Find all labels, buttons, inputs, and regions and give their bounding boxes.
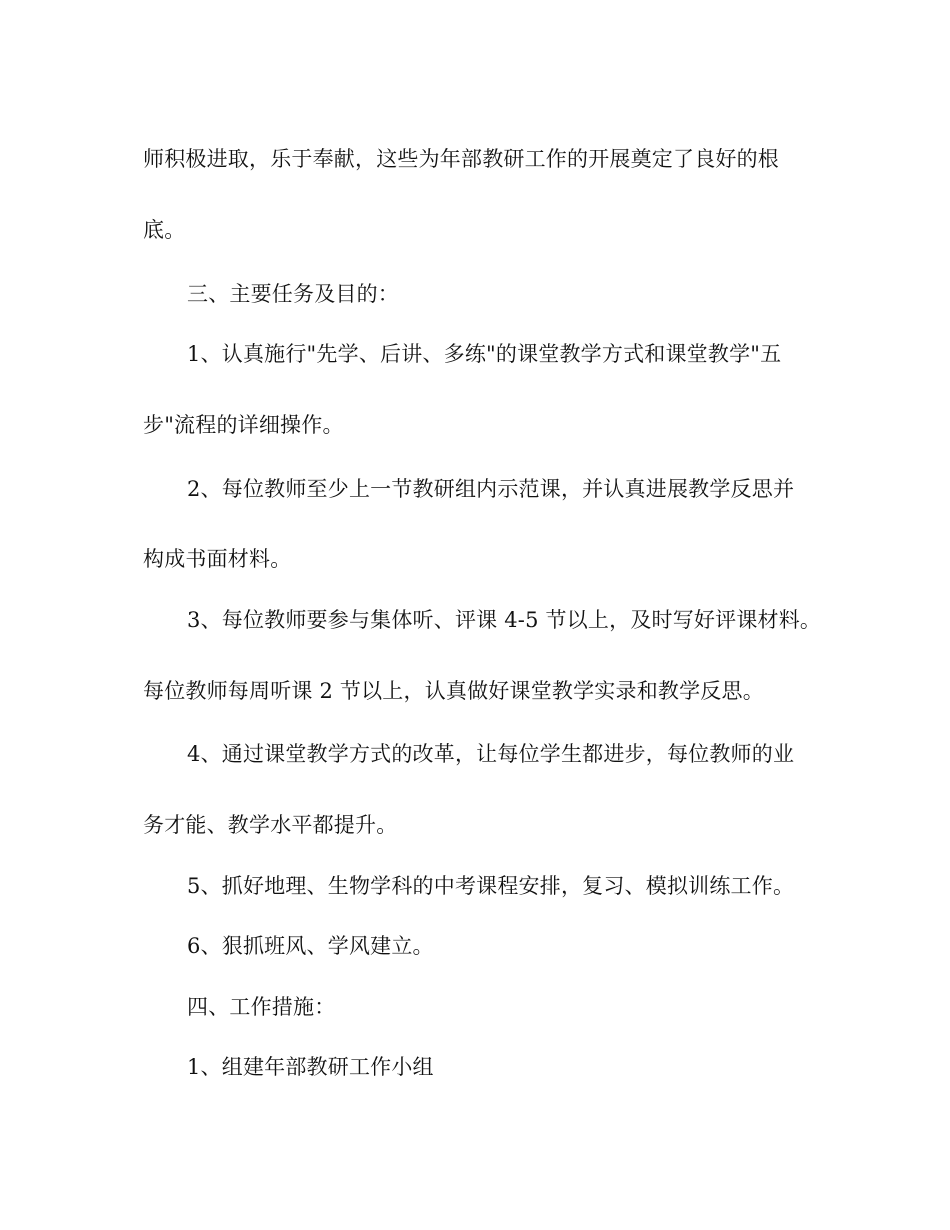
paragraph-line: 务才能、教学水平都提升。 [143,813,398,837]
list-item: 1、组建年部教研工作小组 [187,1055,434,1079]
paragraph-line: 底。 [143,218,186,242]
section-heading: 三、主要任务及目的： [187,282,399,306]
list-item: 4、通过课堂教学方式的改革，让每位学生都进步，每位教师的业 [187,742,795,766]
list-item: 3、每位教师要参与集体听、评课 4-5 节以上，及时写好评课材料。 [187,608,822,632]
list-item: 5、抓好地理、生物学科的中考课程安排，复习、模拟训练工作。 [187,874,795,898]
paragraph-line: 师积极进取，乐于奉献，这些为年部教研工作的开展奠定了良好的根 [143,147,779,171]
list-item: 1、认真施行"先学、后讲、多练"的课堂教学方式和课堂教学"五 [187,342,782,366]
list-item: 2、每位教师至少上一节教研组内示范课，并认真进展教学反思并 [187,477,795,501]
paragraph-line: 构成书面材料。 [143,547,292,571]
section-heading: 四、工作措施： [187,995,336,1019]
paragraph-line: 步"流程的详细操作。 [143,413,344,437]
paragraph-line: 每位教师每周听课 2 节以上，认真做好课堂教学实录和教学反思。 [143,679,764,703]
list-item: 6、狠抓班风、学风建立。 [187,934,434,958]
